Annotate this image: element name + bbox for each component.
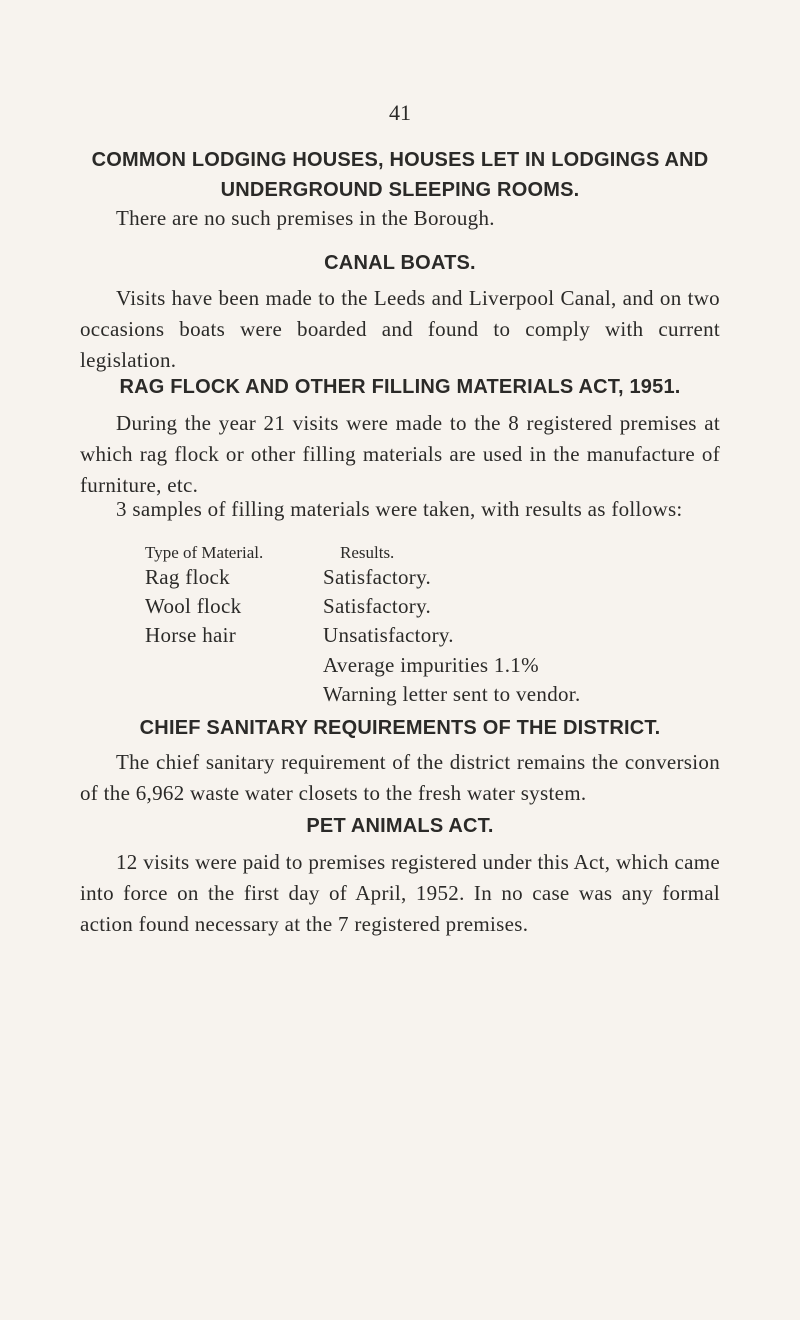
paragraph-rag-flock-visits: During the year 21 visits were made to the 8 registered premises at which rag flock or other filling materials are used in the manufacture of furniture, etc. [80,411,720,497]
paragraph-samples: 3 samples of filling materials were taken, with results as follows: [116,497,683,521]
paragraph-canal-boats: Visits have been made to the Leeds and Liverpool Canal, and on two occasions boats were boarded and found to comply with current legislation. [80,286,720,372]
heading-rag-flock-act: RAG FLOCK AND OTHER FILLING MATERIALS ACT, 1951. [119,376,681,398]
table-header-results: Results. [340,543,395,562]
result-cell: Average impurities 1.1% [323,653,539,677]
result-cell: Warning letter sent to vendor. [323,682,581,706]
heading-canal-boats: CANAL BOATS. [324,252,476,274]
heading-common-lodging-houses: COMMON LODGING HOUSES, HOUSES LET IN LODGINGS AND UNDERGROUND SLEEPING ROOMS. [91,149,709,201]
material-cell: Horse hair [145,623,237,647]
heading-chief-sanitary-requirements: CHIEF SANITARY REQUIREMENTS OF THE DISTRICT. [139,717,661,739]
paragraph-sanitary-requirements: The chief sanitary requirement of the district remains the conversion of the 6,962 waste water closets to the fresh water system. [80,750,720,805]
paragraph-pet-animals: 12 visits were paid to premises registered under this Act, which came into force on the first day of April, 1952. In no case was any formal action found necessary at the 7 registered premises. [80,850,720,936]
result-cell: Unsatisfactory. [323,623,454,647]
material-cell: Wool flock [145,594,242,618]
heading-pet-animals-act: PET ANIMALS ACT. [306,815,494,837]
paragraph-lodging-houses: There are no such premises in the Borough. [116,206,495,230]
result-cell: Satisfactory. [323,594,432,618]
material-cell: Rag flock [145,565,230,589]
table-header-material: Type of Material. [145,543,264,562]
result-cell: Satisfactory. [323,565,432,589]
page-number: 41 [389,100,411,125]
